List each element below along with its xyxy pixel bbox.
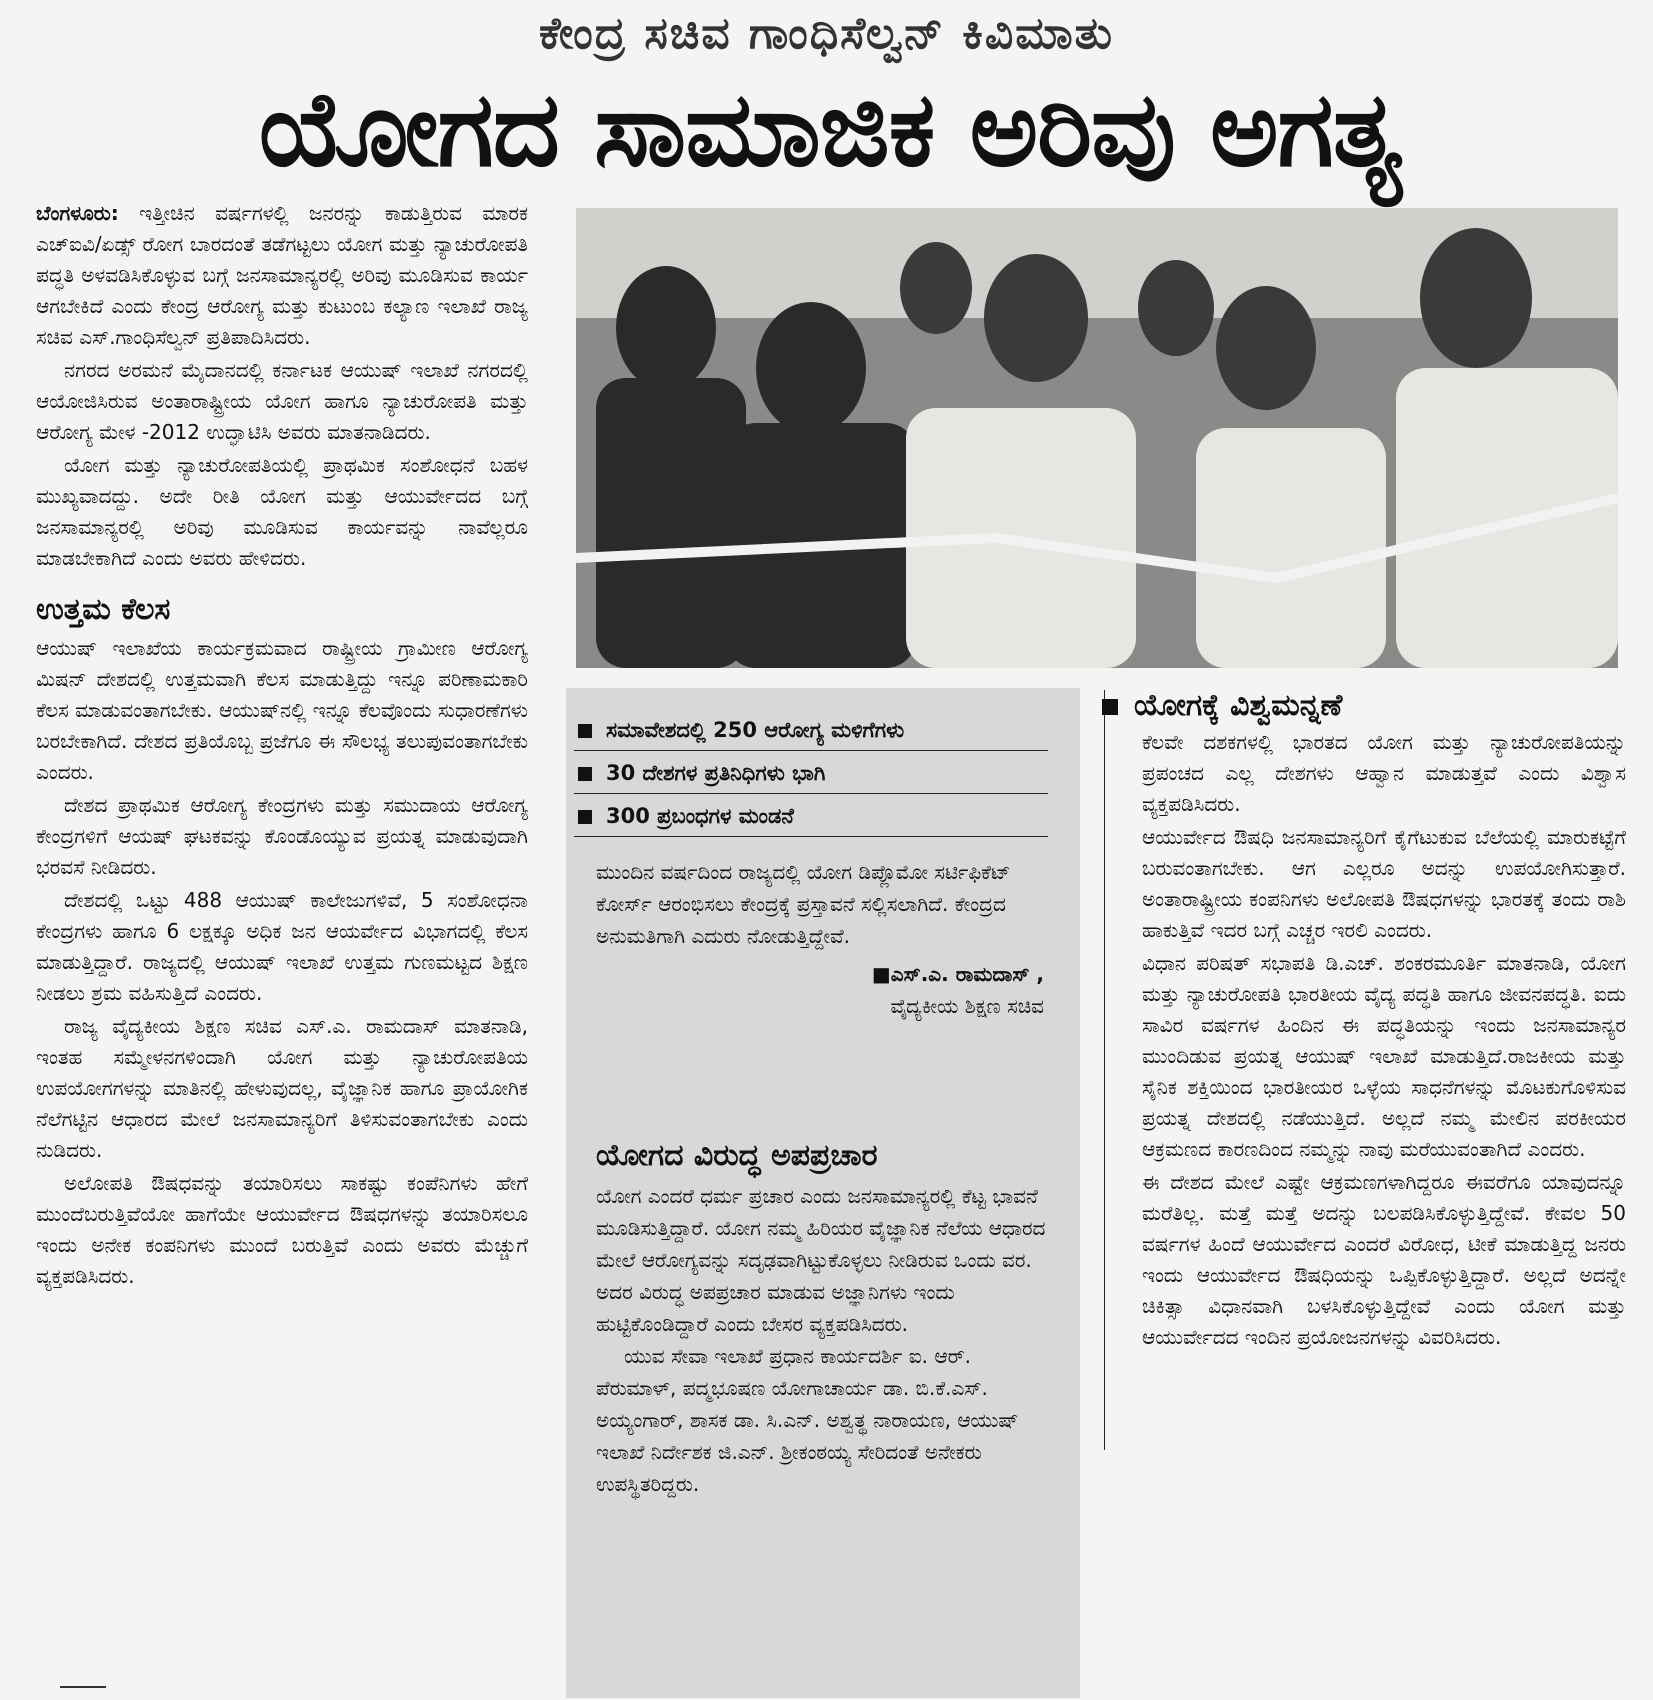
paragraph: ದೇಶದ ಪ್ರಾಥಮಿಕ ಆರೋಗ್ಯ ಕೇಂದ್ರಗಳು ಮತ್ತು ಸಮುದಾಯ ಆರೋಗ್ಯ ಕೇಂದ್ರಗಳಿಗೆ ಆಯಷ್ ಘಟಕವನ್ನು ಕೊಂಡೊಯ್ಯುವ ಪ್ರಯತ್ನ ಮಾಡುವುದಾಗಿ ಭರವಸೆ ನೀಡಿದರು.	[36, 793, 528, 879]
lead-paragraph	[36, 198, 528, 353]
square-bullet-icon	[578, 810, 592, 824]
dateline: ಬೆಂಗಳೂರು:	[36, 201, 119, 225]
footer-rule	[60, 1686, 106, 1688]
square-bullet-icon	[578, 724, 592, 738]
square-bullet-icon	[1102, 699, 1118, 715]
paragraph: ಕೆಲವೇ ದಶಕಗಳಲ್ಲಿ ಭಾರತದ ಯೋಗ ಮತ್ತು ನ್ಯಾಚುರೋಪತಿಯನ್ನು ಪ್ರಪಂಚದ ಎಲ್ಲ ದೇಶಗಳು ಆಹ್ವಾನ ಮಾಡುತ್ತವೆ ಎಂದು ವಿಶ್ವಾಸ ವ್ಯಕ್ತಪಡಿಸಿದರು.	[1142, 730, 1626, 816]
right-column	[1134, 688, 1626, 1355]
quote-text: ಮುಂದಿನ ವರ್ಷದಿಂದ ರಾಜ್ಯದಲ್ಲಿ ಯೋಗ ಡಿಪ್ಲೊಮೋ ಸರ್ಟಿಫಿಕೆಟ್ ಕೋರ್ಸ್ ಆರಂಭಿಸಲು ಕೇಂದ್ರಕ್ಕೆ ಪ್ರಸ್ತಾವನೆ ಸಲ್ಲಿಸಲಾಗಿದೆ. ಕೇಂದ್ರದ ಅನುಮತಿಗಾಗಿ ಎದುರು ನೋಡುತ್ತಿದ್ದೇವೆ.	[596, 860, 1011, 948]
highlight-item: 300 ಪ್ರಬಂಧಗಳ ಮಂಡನೆ	[574, 794, 1048, 837]
paragraph: ಯೋಗ ಮತ್ತು ನ್ಯಾಚುರೋಪತಿಯಲ್ಲಿ ಪ್ರಾಥಮಿಕ ಸಂಶೋಧನೆ ಬಹಳ ಮುಖ್ಯವಾದದ್ದು. ಅದೇ ರೀತಿ ಯೋಗ ಮತ್ತು ಆಯುರ್ವೇದದ ಬಗ್ಗೆ ಜನಸಾಮಾನ್ಯರಲ್ಲಿ ಅರಿವು ಮೂಡಿಸುವ ಕಾರ್ಯವನ್ನು ನಾವೆಲ್ಲರೂ ಮಾಡಬೇಕಾಗಿದೆ ಎಂದು ಅವರು ಹೇಳಿದರು.	[36, 453, 528, 570]
paragraph: ದೇಶದಲ್ಲಿ ಒಟ್ಟು 488 ಆಯುಷ್ ಕಾಲೇಜುಗಳಿವೆ, 5 ಸಂಶೋಧನಾ ಕೇಂದ್ರಗಳು ಹಾಗೂ 6 ಲಕ್ಷಕ್ಕೂ ಅಧಿಕ ಜನ ಆಯರ್ವೇದ ವಿಭಾಗದಲ್ಲಿ ಕೆಲಸ ಮಾಡುತ್ತಿದ್ದಾರೆ. ರಾಜ್ಯದಲ್ಲಿ ಆಯುಷ್ ಇಲಾಖೆ ಉತ್ತಮ ಗುಣಮಟ್ಟದ ಶಿಕ್ಷಣ ನೀಡಲು ಶ್ರಮ ವಹಿಸುತ್ತಿದೆ ಎಂದರು.	[36, 888, 528, 1005]
paragraph: ಅಲೋಪತಿ ಔಷಧವನ್ನು ತಯಾರಿಸಲು ಸಾಕಷ್ಟು ಕಂಪೆನಿಗಳು ಹೇಗೆ ಮುಂದೆಬರುತ್ತಿವೆಯೋ ಹಾಗೆಯೇ ಆಯುರ್ವೇದ ಔಷಧಗಳನ್ನು ತಯಾರಿಸಲೂ ಇಂದು ಅನೇಕ ಕಂಪನಿಗಳು ಮುಂದೆ ಬರುತ್ತಿವೆ ಎಂದು ಅವರು ಮೆಚ್ಚುಗೆ ವ್ಯಕ್ತಪಡಿಸಿದರು.	[36, 1171, 528, 1288]
paragraph: ಆಯುಷ್ ಇಲಾಖೆಯ ಕಾರ್ಯಕ್ರಮವಾದ ರಾಷ್ಟ್ರೀಯ ಗ್ರಾಮೀಣ ಆರೋಗ್ಯ ಮಿಷನ್ ದೇಶದಲ್ಲಿ ಉತ್ತಮವಾಗಿ ಕೆಲಸ ಮಾಡುತ್ತಿದ್ದು ಇನ್ನೂ ಪರಿಣಾಮಕಾರಿ ಕೆಲಸ ಮಾಡುವಂತಾಗಬೇಕು. ಆಯುಷ್‌ನಲ್ಲಿ ಇನ್ನೂ ಕೆಲವೊಂದು ಸುಧಾರಣೆಗಳು ಬರಬೇಕಾಗಿದೆ. ದೇಶದ ಪ್ರತಿಯೊಬ್ಬ ಪ್ರಜೆಗೂ ಈ ಸೌಲಭ್ಯ ತಲುಪುವಂತಾಗಬೇಕು ಎಂದರು.	[36, 636, 528, 784]
paragraph: ಈ ದೇಶದ ಮೇಲೆ ಎಷ್ಟೇ ಆಕ್ರಮಣಗಳಾಗಿದ್ದರೂ ಈವರೆಗೂ ಯಾವುದನ್ನೂ ಮರೆತಿಲ್ಲ. ಮತ್ತೆ ಮತ್ತೆ ಅದನ್ನು ಬಲಪಡಿಸಿಕೊಳ್ಳುತ್ತಿದ್ದೇವೆ. ಕೇವಲ 50 ವರ್ಷಗಳ ಹಿಂದೆ ಆಯುರ್ವೇದ ಎಂದರೆ ವಿರೋಧ, ಟೀಕೆ ಮಾಡುತ್ತಿದ್ದ ಜನರು ಇಂದು ಆಯುರ್ವೇದ ಔಷಧಿಯನ್ನು ಒಪ್ಪಿಕೊಳ್ಳುತ್ತಿದ್ದಾರೆ. ಅಲ್ಲದೆ ಅದನ್ನೇ ಚಿಕಿತ್ಸಾ ವಿಧಾನವಾಗಿ ಬಳಸಿಕೊಳ್ಳುತ್ತಿದ್ದೇವೆ ಎಂದು ಯೋಗ ಮತ್ತು ಆಯುರ್ವೇದದ ಇಂದಿನ ಪ್ರಯೋಜನಗಳನ್ನು ವಿವರಿಸಿದರು.	[1142, 1170, 1626, 1349]
column-divider	[1104, 690, 1105, 1450]
highlights-list	[574, 708, 1080, 837]
headline: ಯೋಗದ ಸಾಮಾಜಿಕ ಅರಿವು ಅಗತ್ಯ	[258, 68, 1402, 190]
subhead-good-work: ಉತ್ತಮ ಕೆಲಸ	[36, 592, 171, 627]
lead-text: ಇತ್ತೀಚಿನ ವರ್ಷಗಳಲ್ಲಿ ಜನರನ್ನು ಕಾಡುತ್ತಿರುವ ಮಾರಕ ಎಚ್‌ಐವಿ/ಏಡ್ಸ್ ರೋಗ ಬಾರದಂತೆ ತಡೆಗಟ್ಟಲು ಯೋಗ ಮತ್ತು ನ್ಯಾಚುರೋಪತಿ ಪದ್ಧತಿ ಅಳವಡಿಸಿಕೊಳ್ಳುವ ಬಗ್ಗೆ ಜನಸಾಮಾನ್ಯರಲ್ಲಿ ಅರಿವು ಮೂಡಿಸುವ ಕಾರ್ಯ ಆಗಬೇಕಿದೆ ಎಂದು ಕೇಂದ್ರ ಆರೋಗ್ಯ ಮತ್ತು ಕುಟುಂಬ ಕಲ್ಯಾಣ ಇಲಾಖೆ ರಾಜ್ಯ ಸಚಿವ ಎಸ್.ಗಾಂಧಿಸೆಲ್ವನ್ ಪ್ರತಿಪಾದಿಸಿದರು.	[36, 201, 528, 349]
subhead-propaganda: ಯೋಗದ ವಿರುದ್ಧ ಅಪಪ್ರಚಾರ	[596, 1138, 878, 1173]
square-bullet-icon	[578, 767, 592, 781]
quote-signature-title: ವೈದ್ಯಕೀಯ ಶಿಕ್ಷಣ ಸಚಿವ	[890, 994, 1044, 1018]
subhead-world-recognition: ಯೋಗಕ್ಕೆ ವಿಶ್ವಮನ್ನಣೆ	[1102, 690, 1626, 721]
paragraph: ರಾಜ್ಯ ವೈದ್ಯಕೀಯ ಶಿಕ್ಷಣ ಸಚಿವ ಎಸ್.ಎ. ರಾಮದಾಸ್ ಮಾತನಾಡಿ, ಇಂತಹ ಸಮ್ಮೇಳನಗಳಿಂದಾಗಿ ಯೋಗ ಮತ್ತು ನ್ಯಾಚುರೋಪತಿಯ ಉಪಯೋಗಗಳನ್ನು ಮಾತಿನಲ್ಲಿ ಹೇಳುವುದಲ್ಲ, ವೈಜ್ಞಾನಿಕ ಹಾಗೂ ಪ್ರಾಯೋಗಿಕ ನೆಲೆಗಟ್ಟಿನ ಆಧಾರದ ಮೇಲೆ ಜನಸಾಮಾನ್ಯರಿಗೆ ತಿಳಿಸುವಂತಾಗಬೇಕು ಎಂದು ನುಡಿದರು.	[36, 1014, 528, 1162]
paragraph: ಯೋಗ ಎಂದರೆ ಧರ್ಮ ಪ್ರಚಾರ ಎಂದು ಜನಸಾಮಾನ್ಯರಲ್ಲಿ ಕೆಟ್ಟ ಭಾವನೆ ಮೂಡಿಸುತ್ತಿದ್ದಾರೆ. ಯೋಗ ನಮ್ಮ ಹಿರಿಯರ ವೈಜ್ಞಾನಿಕ ನೆಲೆಯ ಆಧಾರದ ಮೇಲೆ ಆರೋಗ್ಯವನ್ನು ಸದೃಢವಾಗಿಟ್ಟುಕೊಳ್ಳಲು ನೀಡಿರುವ ಒಂದು ವರ. ಅದರ ವಿರುದ್ಧ ಅಪಪ್ರಚಾರ ಮಾಡುವ ಅಜ್ಞಾನಿಗಳು ಇಂದು ಹುಟ್ಟಿಕೊಂಡಿದ್ದಾರೆ ಎಂದು ಬೇಸರ ವ್ಯಕ್ತಪಡಿಸಿದರು.	[596, 1184, 1046, 1336]
highlight-item: ಸಮಾವೇಶದಲ್ಲಿ 250 ಆರೋಗ್ಯ ಮಳಿಗೆಗಳು	[574, 708, 1048, 751]
paragraph: ವಿಧಾನ ಪರಿಷತ್ ಸಭಾಪತಿ ಡಿ.ಎಚ್. ಶಂಕರಮೂರ್ತಿ ಮಾತನಾಡಿ, ಯೋಗ ಮತ್ತು ನ್ಯಾಚುರೋಪತಿ ಭಾರತೀಯ ವೈದ್ಯ ಪದ್ಧತಿ ಹಾಗೂ ಜೀವನಪದ್ಧತಿ. ಐದು ಸಾವಿರ ವರ್ಷಗಳ ಹಿಂದಿನ ಈ ಪದ್ಧತಿಯನ್ನು ಇಂದು ಜನಸಾಮಾನ್ಯರ ಮುಂದಿಡುವ ಪ್ರಯತ್ನ ಆಯುಷ್ ಇಲಾಖೆ ಮಾಡುತ್ತಿದೆ.ರಾಜಕೀಯ ಮತ್ತು ಸೈನಿಕ ಶಕ್ತಿಯಿಂದ ಭಾರತೀಯರ ಒಳ್ಳೆಯ ಸಾಧನೆಗಳನ್ನು ಮೊಟಕುಗೊಳಿಸುವ ಪ್ರಯತ್ನ ದೇಶದಲ್ಲಿ ನಡೆಯುತ್ತಿದೆ. ಅಲ್ಲದೆ ನಮ್ಮ ಮೇಲಿನ ಪರಕೀಯರ ಆಕ್ರಮಣದ ಕಾರಣದಿಂದ ನಮ್ಮನ್ನು ನಾವು ಮರೆಯುವಂತಾಗಿದೆ ಎಂದರು.	[1142, 951, 1626, 1161]
photo-illustration	[576, 208, 1618, 668]
left-column	[36, 198, 528, 1294]
quote-signature: ■ಎಸ್.ಎ. ರಾಮದಾಸ್ ,	[871, 962, 1044, 986]
sidebar-box	[566, 688, 1080, 1698]
kicker: ಕೇಂದ್ರ ಸಚಿವ ಗಾಂಧಿಸೆಲ್ವನ್ ಕಿವಿಮಾತು	[539, 8, 1114, 59]
quote-block	[596, 856, 1056, 1022]
box-article	[596, 1140, 1056, 1500]
paragraph: ಆಯುರ್ವೇದ ಔಷಧಿ ಜನಸಾಮಾನ್ಯರಿಗೆ ಕೈಗೆಟುಕುವ ಬೆಲೆಯಲ್ಲಿ ಮಾರುಕಟ್ಟೆಗೆ ಬರುವಂತಾಗಬೇಕು. ಆಗ ಎಲ್ಲರೂ ಅದನ್ನು ಉಪಯೋಗಿಸುತ್ತಾರೆ. ಅಂತಾರಾಷ್ಟ್ರೀಯ ಕಂಪನಿಗಳು ಅಲೋಪತಿ ಔಷಧಗಳನ್ನು ಭಾರತಕ್ಕೆ ತಂದು ರಾಶಿ ಹಾಕುತ್ತಿವೆ ಇದರ ಬಗ್ಗೆ ಎಚ್ಚರ ಇರಲಿ ಎಂದರು.	[1142, 825, 1626, 942]
paragraph: ನಗರದ ಅರಮನೆ ಮೈದಾನದಲ್ಲಿ ಕರ್ನಾಟಕ ಆಯುಷ್ ಇಲಾಖೆ ನಗರದಲ್ಲಿ ಆಯೋಜಿಸಿರುವ ಅಂತಾರಾಷ್ಟ್ರೀಯ ಯೋಗ ಹಾಗೂ ನ್ಯಾಚುರೋಪತಿ ಮತ್ತು ಆರೋಗ್ಯ ಮೇಳ -2012 ಉದ್ಘಾಟಿಸಿ ಅವರು ಮಾತನಾಡಿದರು.	[36, 358, 528, 444]
highlight-item: 30 ದೇಶಗಳ ಪ್ರತಿನಿಧಿಗಳು ಭಾಗಿ	[574, 751, 1048, 794]
news-photo	[576, 208, 1618, 668]
paragraph: ಯುವ ಸೇವಾ ಇಲಾಖೆ ಪ್ರಧಾನ ಕಾರ್ಯದರ್ಶಿ ಐ. ಆರ್. ಪೆರುಮಾಳ್, ಪದ್ಮಭೂಷಣ ಯೋಗಾಚಾರ್ಯ ಡಾ. ಬಿ.ಕೆ.ಎಸ್. ಅಯ್ಯಂಗಾರ್, ಶಾಸಕ ಡಾ. ಸಿ.ಎನ್. ಅಶ್ವತ್ಥ ನಾರಾಯಣ, ಆಯುಷ್ ಇಲಾಖೆ ನಿರ್ದೇಶಕ ಜಿ.ಎನ್. ಶ್ರೀಕಂಠಯ್ಯ ಸೇರಿದಂತೆ ಅನೇಕರು ಉಪಸ್ಥಿತರಿದ್ದರು.	[596, 1344, 1019, 1496]
